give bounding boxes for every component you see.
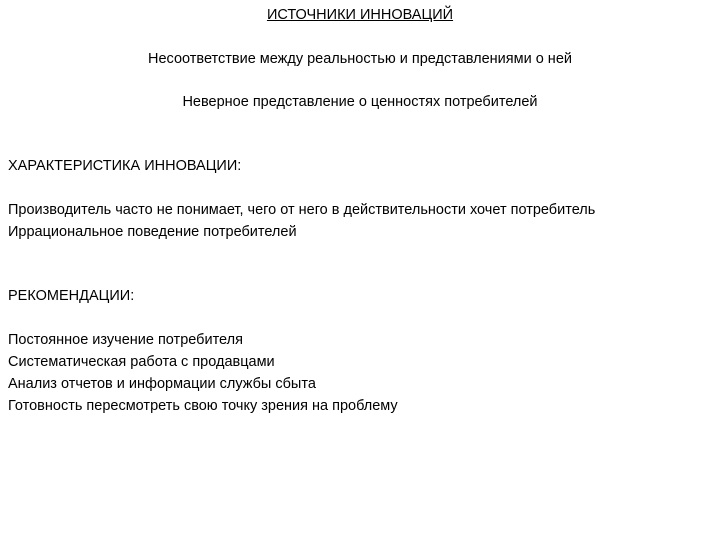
list-item: Производитель часто не понимает, чего от него в действительности хочет потребитель [8,202,596,218]
list-item: Систематическая работа с продавцами [8,354,275,370]
recommendations-heading: РЕКОМЕНДАЦИИ: [8,288,135,304]
recommendations-list [8,329,714,417]
list-item: Постоянное изучение потребителя [8,332,243,348]
characteristics-list [8,199,714,243]
page-title: ИСТОЧНИКИ ИННОВАЦИЙ [266,7,454,23]
subtitle-consumer-values: Неверное представление о ценностях потребителей [182,94,538,110]
list-item: Готовность пересмотреть свою точку зрения на проблему [8,398,398,414]
list-item: Анализ отчетов и информации службы сбыта [8,376,316,392]
subtitle-mismatch: Несоответствие между реальностью и представлениями о ней [148,51,572,67]
characteristics-heading: ХАРАКТЕРИСТИКА ИННОВАЦИИ: [8,158,242,174]
list-item: Иррациональное поведение потребителей [8,224,297,240]
